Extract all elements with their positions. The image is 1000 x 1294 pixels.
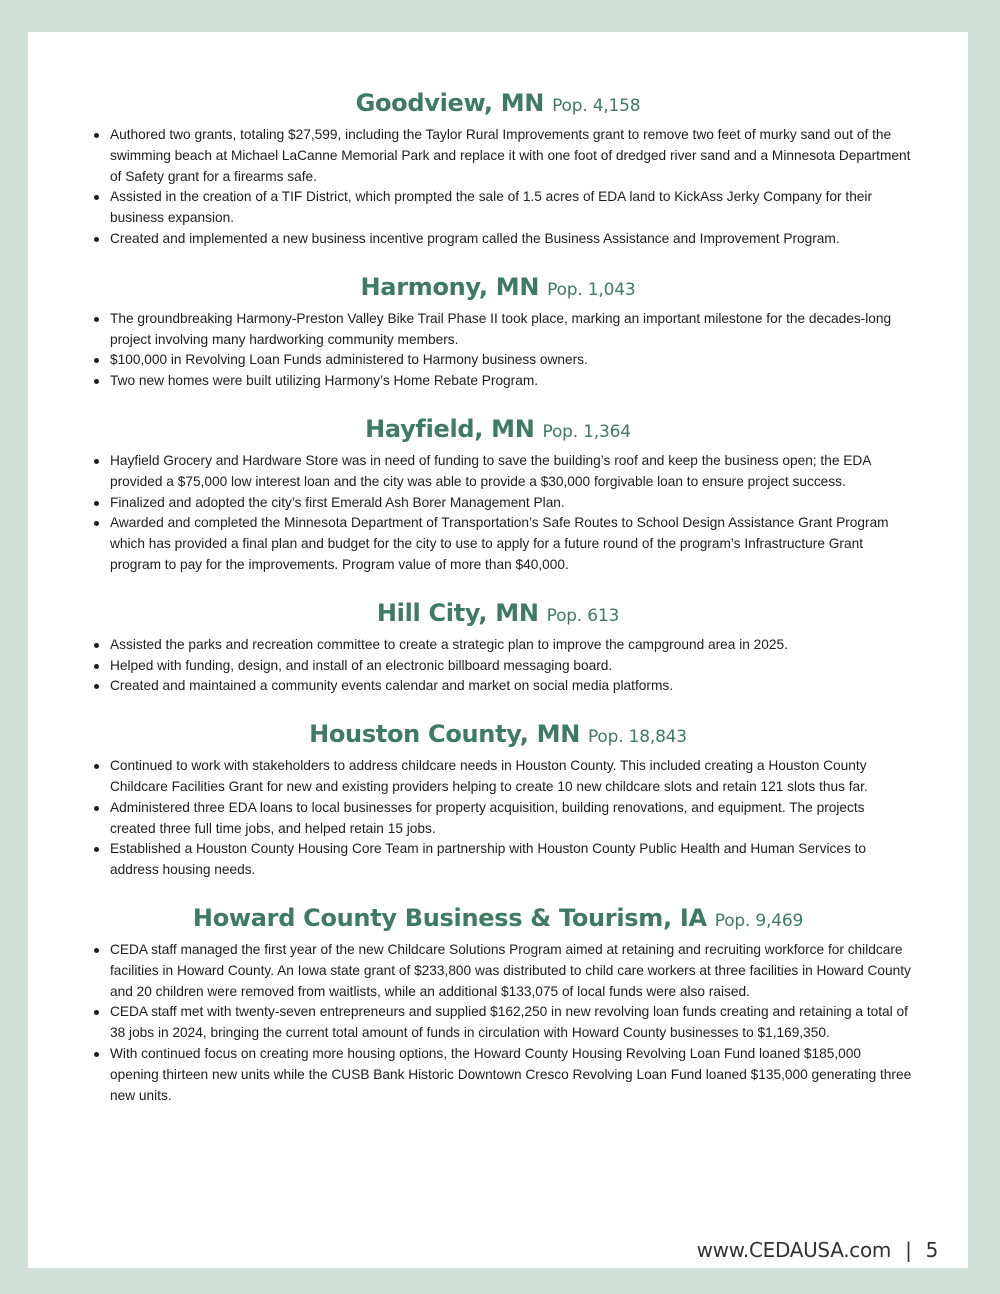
section-heading (28, 414, 968, 448)
list-item: Authored two grants, totaling $27,599, including the Taylor Rural Improvements grant to remove two feet of murky sand out of the swimming beach at Michael LaCanne Memorial Park and replace it with one foot of dredged river sand and a Minnesota Department of Safety grant for a firearms safe. (110, 125, 912, 187)
list-item: Created and maintained a community events calendar and market on social media platforms. (110, 676, 912, 697)
city-name: Howard County Business & Tourism, IA (192, 903, 707, 932)
accomplishment-list (28, 940, 968, 1106)
website-url[interactable]: www.CEDAUSA.com (696, 1238, 892, 1262)
city-name: Hill City, MN (376, 598, 539, 627)
accomplishment-list (28, 451, 968, 576)
section-heading (28, 88, 968, 122)
accomplishment-list (28, 756, 968, 881)
section-heading (28, 719, 968, 753)
list-item: Continued to work with stakeholders to address childcare needs in Houston County. This included creating a Houston County Childcare Facilities Grant for new and existing providers helping to create 10 new childcare slots and retain 121 slots thus far. (110, 756, 912, 798)
list-item: Assisted in the creation of a TIF District, which prompted the sale of 1.5 acres of EDA land to KickAss Jerky Company for their business expansion. (110, 187, 912, 229)
list-item: Two new homes were built utilizing Harmony’s Home Rebate Program. (110, 371, 912, 392)
city-name: Houston County, MN (309, 720, 580, 749)
content-area (28, 88, 968, 1128)
list-item: CEDA staff met with twenty-seven entrepreneurs and supplied $162,250 in new revolving loan funds creating and retaining a total of 38 jobs in 2024, bringing the current total amount of funds in circulation with Howard County businesses to $1,169,350. (110, 1002, 912, 1044)
city-name: Hayfield, MN (365, 414, 535, 443)
city-section (28, 272, 968, 392)
section-heading (28, 598, 968, 632)
list-item: Created and implemented a new business incentive program called the Business Assistance and Improvement Program. (110, 229, 912, 250)
document-page (28, 32, 968, 1268)
list-item: CEDA staff managed the first year of the new Childcare Solutions Program aimed at retaining and recruiting workforce for childcare facilities in Howard County. An Iowa state grant of $233,800 was distributed to child care workers at three facilities in Howard County and 20 children were removed from waitlists, while an additional $133,075 of local funds were also raised. (110, 940, 912, 1002)
population-label: Pop. 9,469 (714, 910, 804, 931)
city-section (28, 414, 968, 576)
list-item: Assisted the parks and recreation committee to create a strategic plan to improve the campground area in 2025. (110, 635, 912, 656)
city-name: Harmony, MN (360, 272, 540, 301)
list-item: Awarded and completed the Minnesota Department of Transportation’s Safe Routes to School Design Assistance Grant Program which has provided a final plan and budget for the city to use to apply for a future round of the program’s Infrastructure Grant program to pay for the improvements. Program value of more than $40,000. (110, 513, 912, 575)
list-item: $100,000 in Revolving Loan Funds administered to Harmony business owners. (110, 350, 912, 371)
section-heading (28, 272, 968, 306)
list-item: Finalized and adopted the city’s first Emerald Ash Borer Management Plan. (110, 493, 912, 514)
population-label: Pop. 1,364 (542, 421, 631, 442)
city-section (28, 719, 968, 881)
accomplishment-list (28, 635, 968, 697)
city-section (28, 88, 968, 250)
accomplishment-list (28, 309, 968, 392)
list-item: With continued focus on creating more housing options, the Howard County Housing Revolving Loan Fund loaned $185,000 opening thirteen new units while the CUSB Bank Historic Downtown Cresco Revolving Loan Fund loaned $135,000 generating three new units. (110, 1044, 912, 1106)
list-item: Hayfield Grocery and Hardware Store was in need of funding to save the building’s roof and keep the business open; the EDA provided a $75,000 low interest loan and the city was able to provide a $30,000 forgivable loan to ensure project success. (110, 451, 912, 493)
page-number: 5 (925, 1238, 938, 1262)
page-footer (697, 1238, 938, 1262)
section-heading (28, 903, 968, 937)
list-item: Helped with funding, design, and install of an electronic billboard messaging board. (110, 656, 912, 677)
list-item: Administered three EDA loans to local businesses for property acquisition, building renovations, and equipment. The projects created three full time jobs, and helped retain 15 jobs. (110, 798, 912, 840)
accomplishment-list (28, 125, 968, 250)
population-label: Pop. 1,043 (547, 279, 636, 300)
population-label: Pop. 18,843 (587, 727, 687, 748)
population-label: Pop. 4,158 (552, 96, 641, 116)
footer-separator: | (905, 1238, 912, 1262)
city-name: Goodview, MN (355, 89, 545, 117)
list-item: The groundbreaking Harmony-Preston Valley Bike Trail Phase II took place, marking an important milestone for the decades-long project involving many hardworking community members. (110, 309, 912, 351)
list-item: Established a Houston County Housing Core Team in partnership with Houston County Public Health and Human Services to address housing needs. (110, 839, 912, 881)
population-label: Pop. 613 (546, 605, 620, 626)
city-section (28, 903, 968, 1106)
city-section (28, 598, 968, 697)
